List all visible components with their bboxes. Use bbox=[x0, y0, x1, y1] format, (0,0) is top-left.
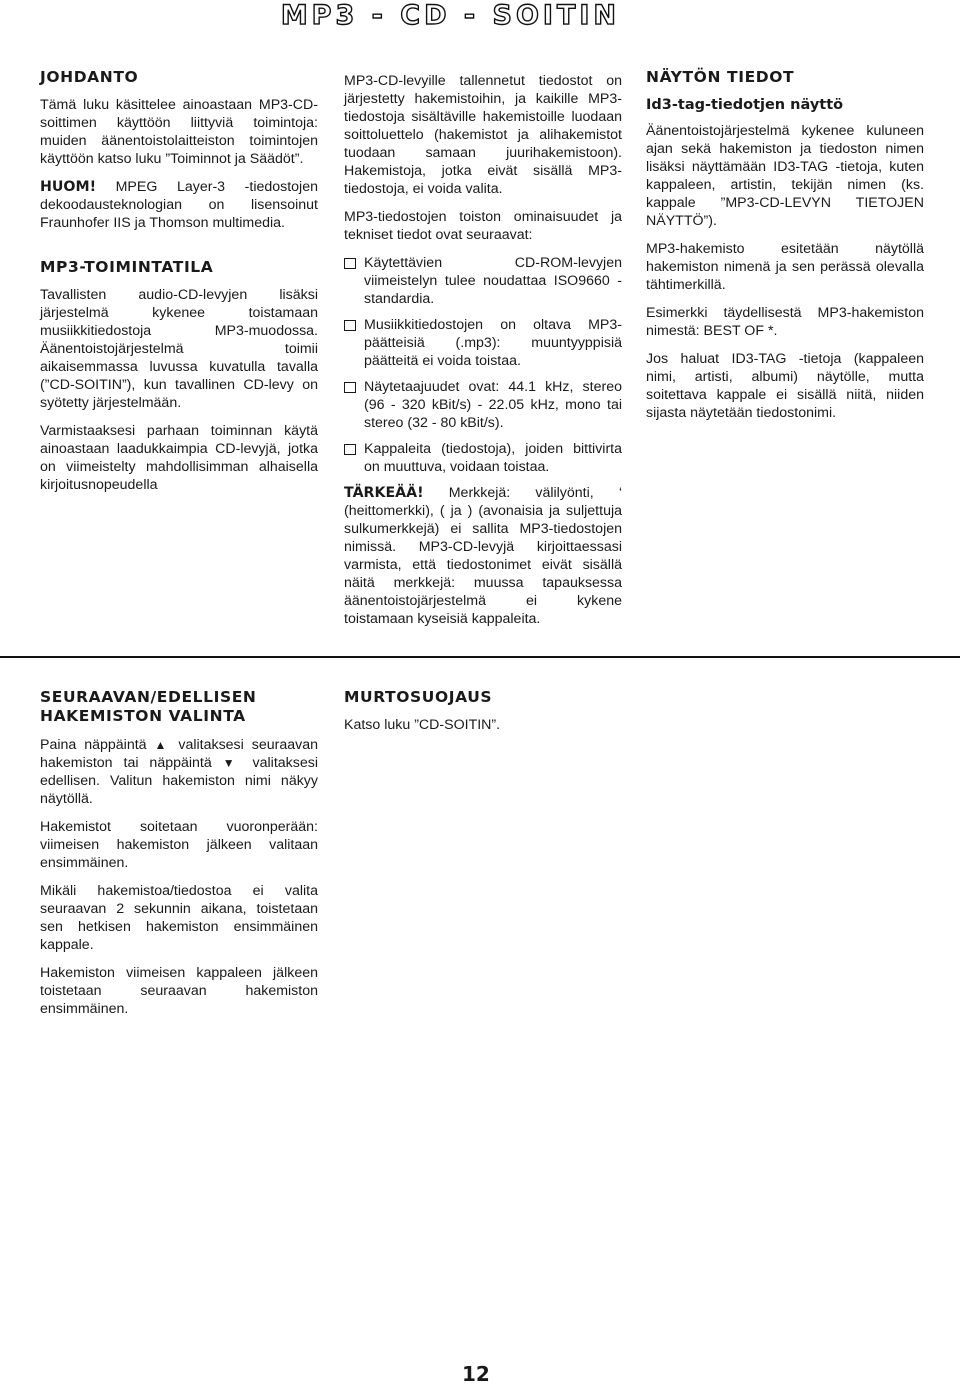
list-item: Kappaleita (tiedostoja), joiden bittivirta on muuttuva, voidaan toistaa. bbox=[344, 440, 622, 476]
arrow-down-icon: ▼ bbox=[222, 756, 242, 770]
anti-theft-section bbox=[344, 688, 622, 744]
arrow-up-icon: ▲ bbox=[154, 738, 171, 752]
list-item: Näytetaajuudet ovat: 44.1 kHz, stereo (96 - 320 kBit/s) - 22.05 kHz, mono tai stereo (32 - 80 kBit/s). bbox=[344, 378, 622, 432]
checkbox-bullet-icon bbox=[344, 382, 356, 393]
directory-timeout-paragraph: Mikäli hakemistoa/tiedostoa ei valita seuraavan 2 sekunnin aikana, toistetaan sen hetkisen hakemiston ensimmäinen kappale. bbox=[40, 883, 318, 953]
file-info-column bbox=[344, 72, 622, 638]
page-number: 12 bbox=[462, 1362, 490, 1386]
display-info-column bbox=[646, 68, 924, 432]
warning-paragraph bbox=[344, 484, 622, 628]
quality-paragraph: Varmistaaksesi parhaan toiminnan käytä ainoastaan laadukkaimpia CD-levyjä, jotka on viimeistelty mahdollisimman alhaisella kirjoitusnopeudella bbox=[40, 423, 318, 493]
mp3-mode-heading: MP3-TOIMINTATILA bbox=[40, 258, 214, 276]
anti-theft-heading: MURTOSUOJAUS bbox=[344, 688, 493, 706]
id3-subheading: Id3-tag-tiedotjen näyttö bbox=[646, 97, 844, 113]
checkbox-bullet-icon bbox=[344, 444, 356, 455]
specs-intro-paragraph: MP3-tiedostojen toiston ominaisuudet ja tekniset tiedot ovat seuraavat: bbox=[344, 209, 622, 243]
warning-label: TÄRKEÄÄ! bbox=[344, 485, 424, 501]
display-paragraph-4: Jos haluat ID3-TAG -tietoja (kappaleen nimi, artisti, albumi) näytölle, mutta soitettava kappale ei sisällä niitä, niiden sijasta näytetään tiedostonimi. bbox=[646, 351, 924, 421]
intro-column bbox=[40, 68, 318, 504]
checkbox-bullet-icon bbox=[344, 320, 356, 331]
list-item: Käytettävien CD-ROM-levyjen viimeistelyn tulee noudattaa ISO9660 -standardia. bbox=[344, 254, 622, 308]
file-structure-paragraph: MP3-CD-levyille tallennetut tiedostot on järjestetty hakemistoihin, ja kaikille MP3-tiedostoja sisältäville hakemistoille luodaan soittoluettelo (hakemistot ja alihakemistot tuodaan samaan juurihakemistoon). Hakemistoja, jotka eivät sisällä MP3-tiedostoja, ei voida valita. bbox=[344, 73, 622, 197]
directory-selection-paragraph: Paina näppäintä ▲ valitaksesi seuraavan hakemiston tai näppäintä ▼ valitaksesi edellisen. Valitun hakemiston nimi näkyy näytöllä. bbox=[40, 737, 318, 807]
display-paragraph-3: Esimerkki täydellisestä MP3-hakemiston nimestä: BEST OF *. bbox=[646, 305, 924, 339]
directory-order-paragraph: Hakemistot soitetaan vuoronperään: viimeisen hakemiston jälkeen valitaan ensimmäinen. bbox=[40, 819, 318, 871]
page-title: MP3 - CD - SOITIN bbox=[280, 0, 620, 31]
display-heading: NÄYTÖN TIEDOT bbox=[646, 68, 795, 86]
note-label: HUOM! bbox=[40, 179, 97, 195]
directory-selection-section bbox=[40, 688, 318, 1028]
directory-last-track-paragraph: Hakemiston viimeisen kappaleen jälkeen toistetaan seuraavan hakemiston ensimmäinen. bbox=[40, 965, 318, 1017]
intro-heading: JOHDANTO bbox=[40, 68, 139, 86]
note-text: MPEG Layer-3 -tiedostojen dekoodausteknologian on lisensoinut Fraunhofer IIS ja Thomson multimedia. bbox=[40, 179, 318, 231]
mp3-mode-paragraph: Tavallisten audio-CD-levyjen lisäksi järjestelmä kykenee toistamaan musiikkitiedostoja MP3-muodossa. Äänentoistojärjestelmä toimii aikaisemmassa luvussa kuvatulla tavalla (”CD-SOITIN”), kun tavallinen CD-levy on syötetty järjestelmään. bbox=[40, 287, 318, 411]
anti-theft-text: Katso luku ”CD-SOITIN”. bbox=[344, 717, 501, 733]
checkbox-bullet-icon bbox=[344, 258, 356, 269]
intro-paragraph: Tämä luku käsittelee ainoastaan MP3-CD-soittimen käyttöön liittyviä toimintoja: muiden äänentoistolaitteiston toimintojen käyttöön katso luku ”Toiminnot ja Säädöt”. bbox=[40, 97, 318, 167]
section-divider bbox=[0, 656, 960, 658]
display-paragraph-1: Äänentoistojärjestelmä kykenee kuluneen ajan sekä hakemiston ja tiedoston nimen lisäksi näyttämään ID3-TAG -tietoja, kuten kappaleen, artistin, tekijän nimen (ks. kappale ”MP3-CD-LEVYN TIETOJEN NÄYTTÖ”). bbox=[646, 123, 924, 229]
warning-text: Merkkejä: välilyönti, ‘ (heittomerkki), ( ja ) (avonaisia ja suljettuja sulkumerkkejä) ei sallita MP3-tiedostojen nimissä. MP3-CD-levyjä kirjoittaessasi varmista, että tiedostonimet eivät sisällä näitä merkkejä: muussa tapauksessa äänentoistojärjestelmä ei kykene toistamaan kyseisiä kappaleita. bbox=[344, 485, 622, 627]
directory-selection-heading: SEURAAVAN/EDELLISEN HAKEMISTON VALINTA bbox=[40, 688, 257, 725]
display-paragraph-2: MP3-hakemisto esitetään näytöllä hakemiston nimenä ja sen perässä olevalla tähtimerkillä. bbox=[646, 241, 924, 293]
list-item: Musiikkitiedostojen on oltava MP3-päätteisiä (.mp3): muuntyyppisiä päätteitä ei voida toistaa. bbox=[344, 316, 622, 370]
note-paragraph bbox=[40, 178, 318, 232]
